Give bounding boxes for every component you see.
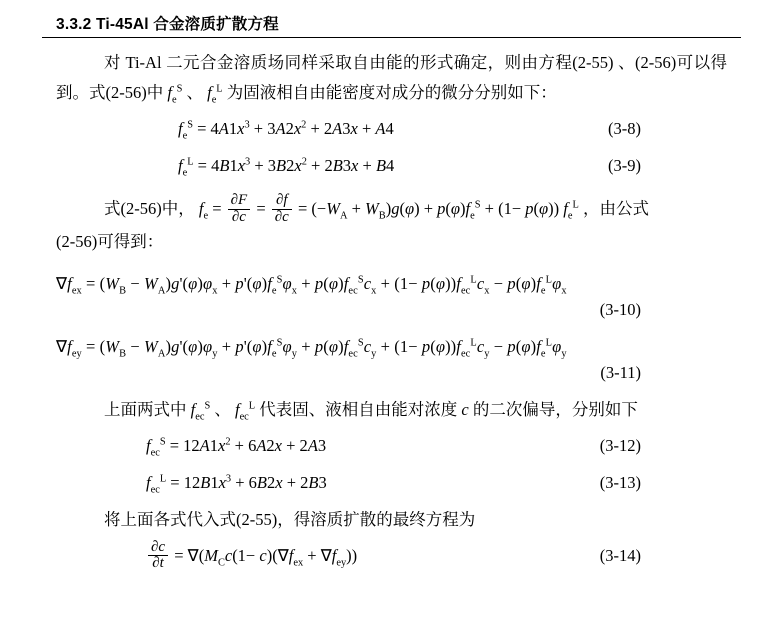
equation-3-13: $f_{ec}^L = 12B1x^3 + 6B2x + 2B3$: [146, 472, 327, 495]
inline-equation-fe: $f_e$ = $\frac{\partial F}{\partial c}$ = $\frac{\partial f}{\partial c}$ = $(-W_A + W_B)g(\varphi) + p(\varphi)f_e^S + (1- p(\varphi))$ $f_e^L$: [198, 192, 579, 225]
equation-3-11: $\nabla f_{ey} = (W_B - W_A)g'(\varphi)\varphi_y + p'(\varphi)f_e^S\varphi_y + p(\varphi)f_{ec}^Sc_y + (1- p(\varphi))f_{ec}^Lc_y - p(\varphi)f_e^L\varphi_y$: [56, 336, 567, 359]
paragraph-4: 上面两式中 $f_{ec}^S$ 、 $f_{ec}^L$ 代表固、液相自由能对浓度 c 的二次偏导，分别如下: [104, 399, 638, 422]
equation-3-8: $f_e^S = 4A1x^3 + 3A2x^2 + 2A3x + A4$: [178, 119, 394, 142]
equation-tag-3-8: (3-8): [608, 119, 641, 138]
paragraph-2-prefix: 式(2-56)中，: [104, 199, 195, 219]
paragraph-3: (2-56)可得到：: [56, 231, 164, 251]
paragraph-2: [56, 194, 727, 227]
equation-tag-3-13: (3-13): [599, 472, 641, 492]
equation-3-10-row: [56, 269, 727, 300]
equation-3-9-row: [56, 151, 727, 182]
equation-tag-3-10: (3-10): [599, 299, 641, 319]
equation-tag-3-11: (3-11): [600, 362, 641, 382]
equation-3-12: $f_{ec}^S = 12A1x^2 + 6A2x + 2A3$: [146, 435, 327, 458]
paragraph-5: 将上面各式代入式(2-55)，得溶质扩散的最终方程为: [104, 509, 476, 529]
equation-tag-3-14: (3-14): [599, 545, 641, 565]
paragraph-2-suffix: ，由公式: [582, 199, 649, 219]
page-title: 3.3.2 Ti-45Al 合金溶质扩散方程: [56, 16, 279, 33]
equation-3-13-row: [56, 468, 727, 499]
equation-3-10: $\nabla f_{ex} = (W_B - W_A)g'(\varphi)\varphi_x + p'(\varphi)f_e^S\varphi_x + p(\varphi)f_{ec}^Sc_x + (1- p(\varphi))f_{ec}^Lc_x - p(\varphi)f_e^L\varphi_x$: [56, 273, 567, 296]
equation-3-11-row: [56, 332, 727, 363]
equation-3-10-tag-row: [56, 300, 727, 326]
title-divider: [42, 37, 741, 38]
equation-tag-3-12: (3-12): [599, 435, 641, 455]
equation-3-14: $\frac{\partial c}{\partial t}$ = $\nabla(M_Cc(1- c)(\nabla f_{ex} + \nabla f_{ey}))$: [56, 546, 357, 565]
equation-3-14-row: [56, 538, 727, 574]
equation-3-12-row: [56, 431, 727, 462]
paragraph-1: 对 Ti-Al 二元合金溶质场同样采取自由能的形式确定，则由方程(2-55) 、(2-56)可以得到。式(2-56)中 $f_e^S$ 、 $f_e^L$ 为固液相自由能密度对成分的微分分别如下：: [56, 53, 727, 106]
equation-3-8-row: [56, 114, 727, 145]
equation-3-9: $f_e^L = 4B1x^3 + 3B2x^2 + 2B3x + B4$: [178, 156, 395, 179]
equation-3-11-tag-row: [56, 363, 727, 389]
equation-tag-3-9: (3-9): [608, 156, 641, 175]
